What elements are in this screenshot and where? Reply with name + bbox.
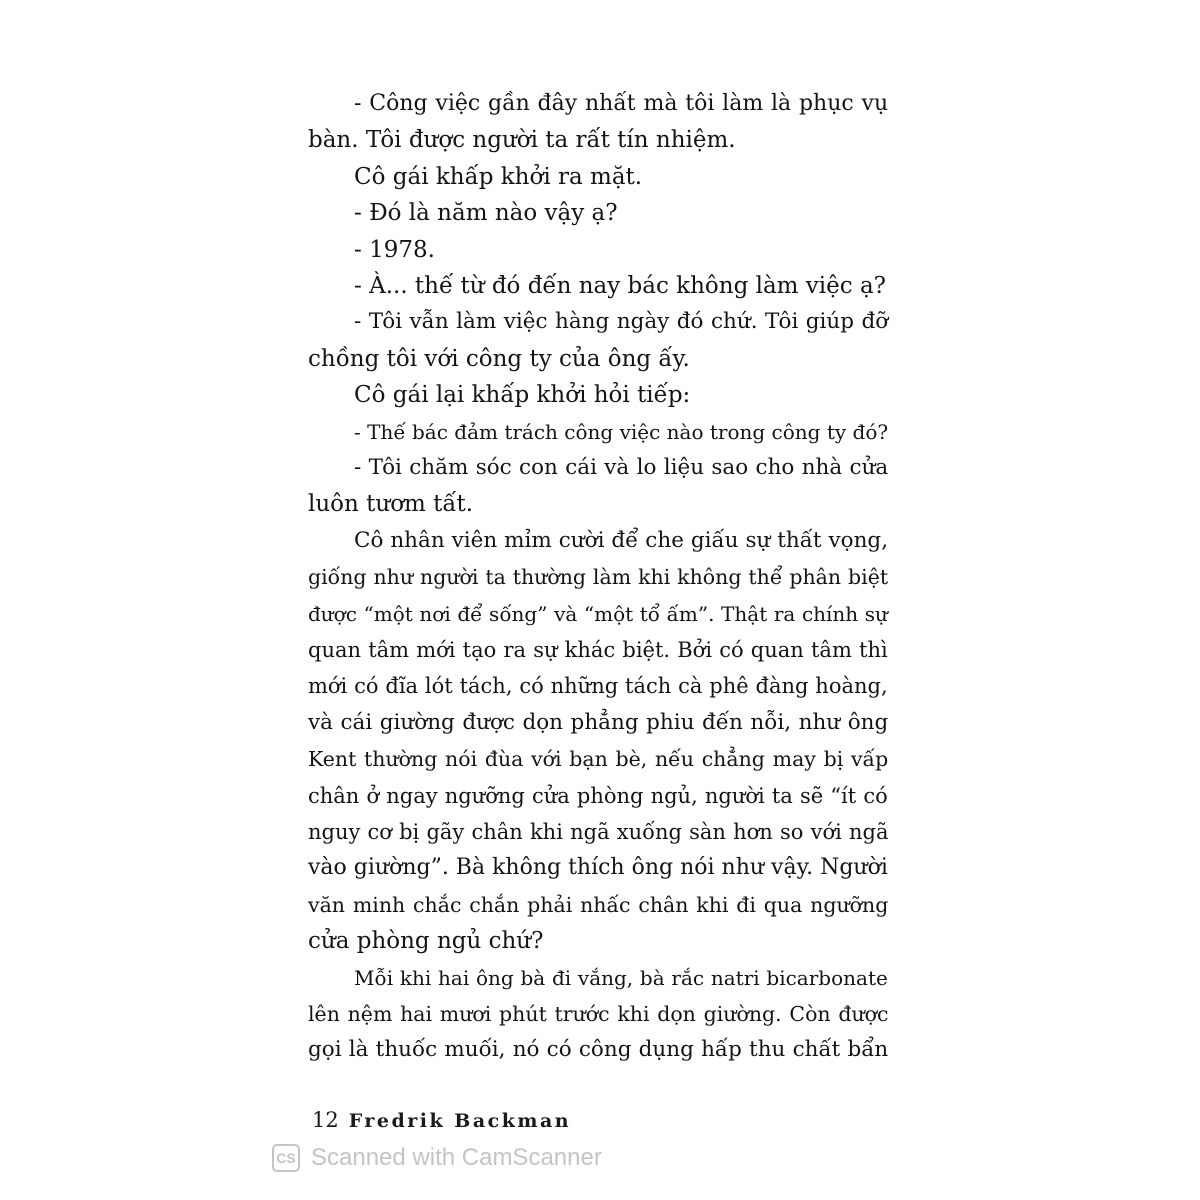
text-line: Cô gái khấp khởi ra mặt.: [354, 163, 643, 190]
text-line: - Tôi vẫn làm việc hàng ngày đó chứ. Tôi giúp đỡ: [354, 309, 889, 335]
text-line: - Đó là năm nào vậy ạ?: [354, 200, 618, 227]
text-line: gọi là thuốc muối, nó có công dụng hấp thu chất bẩn: [308, 1037, 889, 1063]
page-number: 12: [312, 1108, 339, 1132]
text-line: chồng tôi với công ty của ông ấy.: [308, 345, 690, 372]
text-line: văn minh chắc chắn phải nhấc chân khi đi qua ngưỡng: [308, 892, 889, 917]
watermark-text: Scanned with CamScanner: [311, 1144, 602, 1171]
text-line: bàn. Tôi được người ta rất tín nhiệm.: [308, 127, 736, 154]
text-line: luôn tươm tất.: [308, 491, 474, 518]
text-line: chân ở ngay ngưỡng cửa phòng ngủ, người ta sẽ “ít có: [308, 783, 888, 808]
camscanner-logo-icon: CS: [272, 1144, 300, 1172]
text-line: vào giường”. Bà không thích ông nói như vậy. Người: [308, 855, 888, 881]
text-line: - Tôi chăm sóc con cái và lo liệu sao cho nhà cửa: [354, 455, 889, 480]
text-line: quan tâm mới tạo ra sự khác biệt. Bởi có quan tâm thì: [308, 638, 888, 662]
author-name: Fredrik Backman: [348, 1110, 572, 1132]
text-line: - 1978.: [354, 236, 435, 263]
text-line: giống như người ta thường làm khi không thể phân biệt: [308, 565, 889, 590]
page-footer: [312, 1108, 571, 1132]
text-line: - Thế bác đảm trách công việc nào trong công ty đó?: [354, 419, 889, 444]
text-line: Mỗi khi hai ông bà đi vắng, bà rắc natri bicarbonate: [354, 965, 888, 990]
text-line: Kent thường nói đùa với bạn bè, nếu chẳng may bị vấp: [308, 747, 889, 772]
text-line: được “một nơi để sống” và “một tổ ấm”. Thật ra chính sự: [308, 601, 888, 626]
camscanner-watermark: [272, 1140, 602, 1176]
text-line: - À... thế từ đó đến nay bác không làm việc ạ?: [354, 273, 886, 299]
text-line: nguy cơ bị gãy chân khi ngã xuống sàn hơn so với ngã: [308, 820, 889, 844]
text-line: mới có đĩa lót tách, có những tách cà phê đàng hoàng,: [308, 674, 888, 699]
text-line: và cái giường được dọn phẳng phiu đến nỗi, như ông: [308, 709, 889, 735]
text-line: lên nệm hai mươi phút trước khi dọn giường. Còn được: [308, 1002, 889, 1026]
text-line: Cô nhân viên mỉm cười để che giấu sự thất vọng,: [354, 527, 889, 553]
text-line: cửa phòng ngủ chứ?: [308, 928, 544, 955]
text-line: Cô gái lại khấp khởi hỏi tiếp:: [354, 382, 691, 409]
text-line: - Công việc gần đây nhất mà tôi làm là phục vụ: [354, 91, 889, 116]
